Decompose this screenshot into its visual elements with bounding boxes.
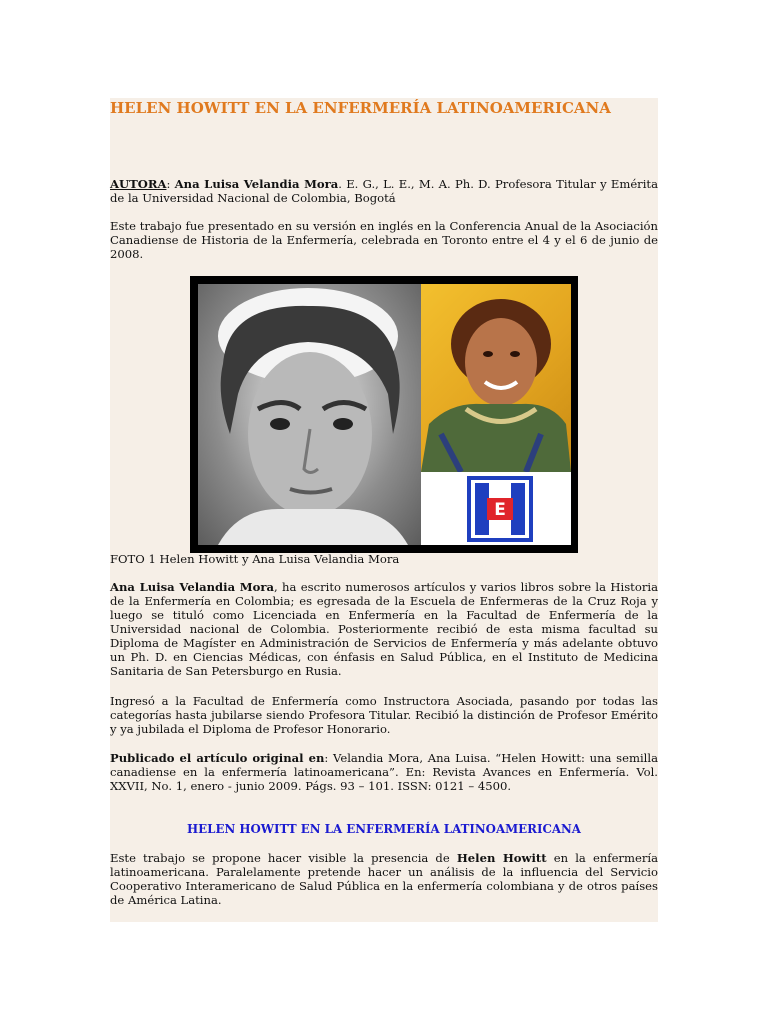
photo-frame — [190, 276, 578, 553]
published-label: Publicado el artículo original en — [110, 751, 325, 765]
logo-letter: E — [494, 500, 506, 520]
author-name: Ana Luisa Velandia Mora — [174, 177, 339, 191]
published-paragraph — [110, 751, 658, 793]
ana-luisa-velandia-photo — [421, 284, 571, 472]
author-paragraph — [110, 177, 658, 205]
published-text: : Velandia Mora, Ana Luisa. “Helen Howitt: una semilla canadiense en la enfermería latinoamericana”. En: Revista Avances en Enfermería. Vol. XXVII, No. 1, enero - junio 2009. Págs. 93 – 101. ISSN: 0121 – 4500. — [110, 751, 659, 793]
document-title: HELEN HOWITT EN LA ENFERMERÍA LATINOAMERICANA — [110, 99, 611, 117]
bio-text: , ha escrito numerosos artículos y varios libros sobre la Historia de la Enfermería en Colombia; es egresada de la Escuela de Enfermeras de la Cruz Roja y luego se tituló como Licenciada en Enfermería en la Facultad de Enfermería de la Universidad nacional de Colombia. Posteriormente recibió de esta misma facultad su Diploma de Magíster en Administración de Servicios de Enfermería y más adelante obtuvo un Ph. D. en Ciencias Médicas, con énfasis en Salud Pública, en el Instituto de Medicina Sanitaria de San Petersburgo en Rusia. — [110, 580, 658, 678]
hospital-logo-icon — [421, 472, 571, 545]
body-name: Helen Howitt — [456, 851, 547, 865]
author-separator: : — [166, 177, 175, 191]
intro-paragraph: Este trabajo fue presentado en su versión en inglés en la Conferencia Anual de la Asociación Canadiense de Historia de la Enfermería, celebrada en Toronto entre el 4 y el 6 de junio de 2008. — [110, 219, 658, 261]
body-text-start: Este trabajo se propone hacer visible la presencia de — [110, 851, 457, 865]
bio-name: Ana Luisa Velandia Mora — [110, 580, 274, 594]
bio-paragraph — [110, 580, 658, 678]
helen-howitt-photo — [198, 284, 421, 545]
career-paragraph: Ingresó a la Facultad de Enfermería como Instructora Asociada, pasando por todas las categorías hasta jubilarse siendo Profesora Titular. Recibió la distinción de Profesor Emérito y ya jubilada el Diploma de Profesor Honorario. — [110, 694, 658, 736]
body-paragraph — [110, 851, 658, 907]
author-label: AUTORA — [110, 177, 167, 191]
author-details: . E. G., L. E., M. A. Ph. D. Profesora Titular y Emérita de la Universidad Nacional de Colombia, Bogotá — [110, 177, 659, 205]
logo-area — [421, 472, 571, 545]
section-heading: HELEN HOWITT EN LA ENFERMERÍA LATINOAMERICANA — [187, 822, 581, 836]
body-text-end: en la enfermería latinoamericana. Paralelamente pretende hacer un análisis de la influencia del Servicio Cooperativo Interamericano de Salud Pública en la enfermería colombiana y de otros países de América Latina. — [110, 851, 658, 907]
photo-caption: FOTO 1 Helen Howitt y Ana Luisa Velandia Mora — [110, 552, 400, 566]
